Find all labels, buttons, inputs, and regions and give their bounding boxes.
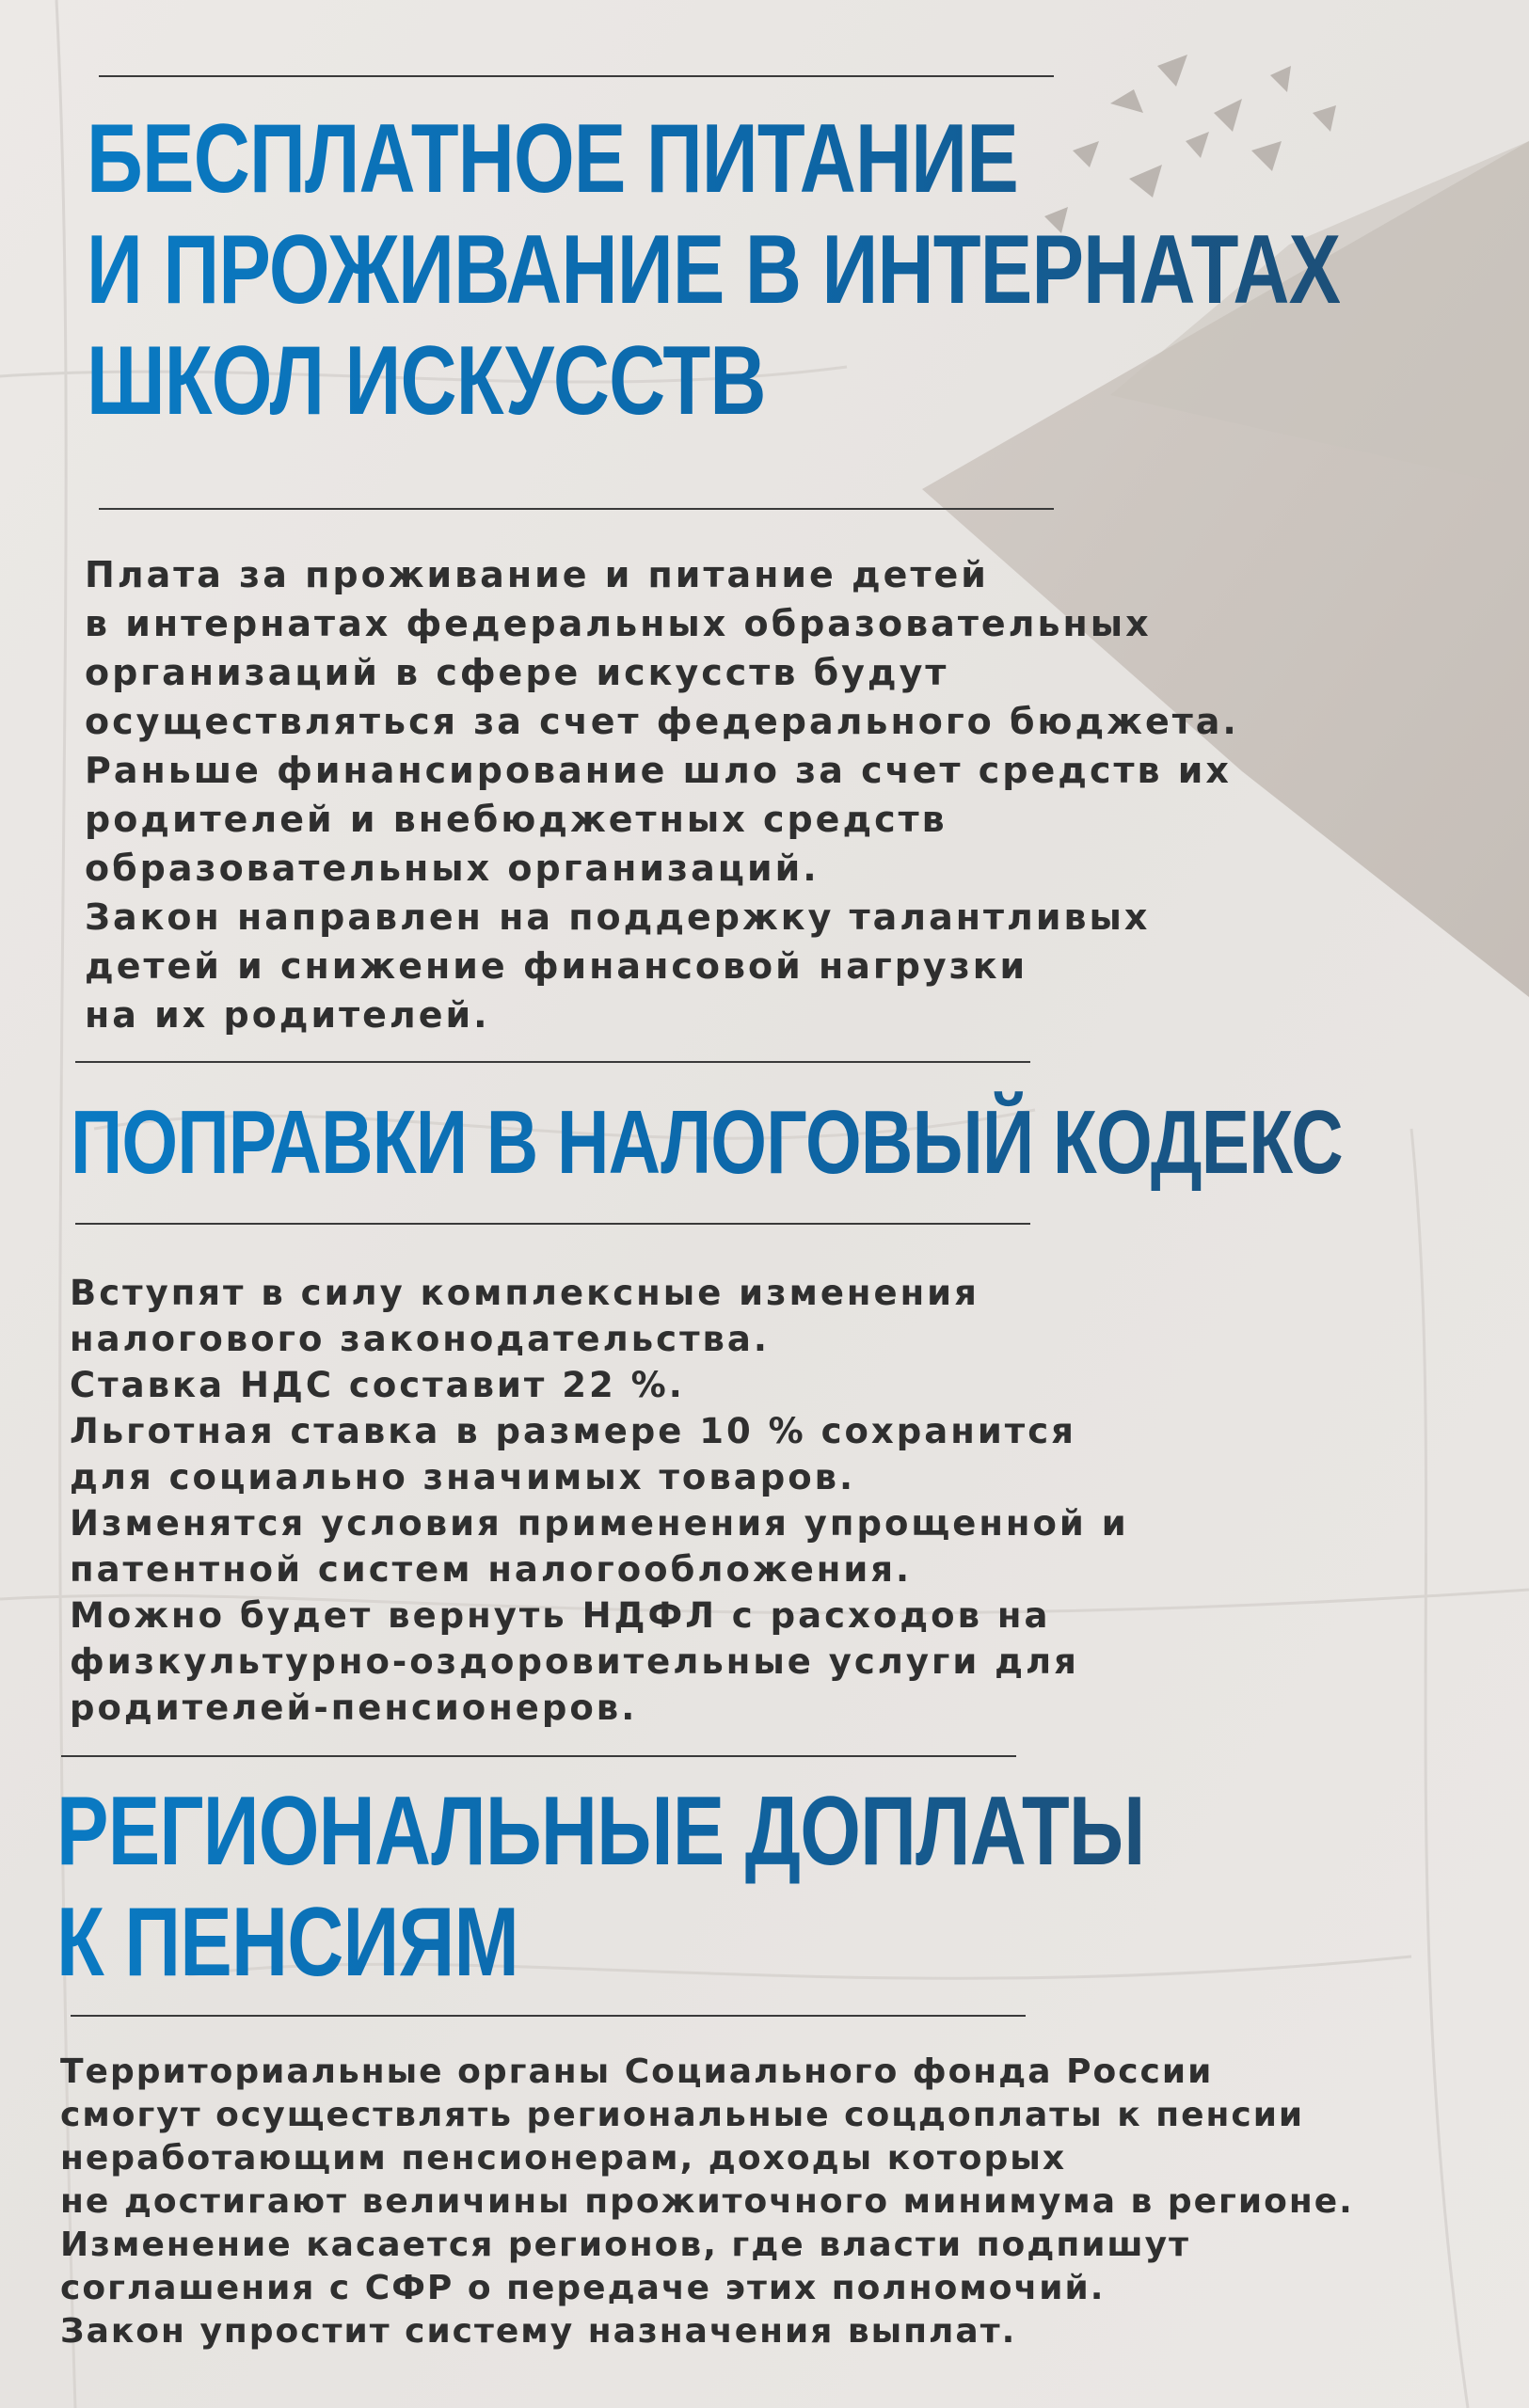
body-line: Раньше финансирование шло за счет средств их <box>85 750 1232 791</box>
body-line: смогут осуществлять региональные соцдоплаты к пенсии <box>60 2096 1305 2134</box>
body-line: физкультурно-оздоровительные услуги для <box>70 1641 1079 1682</box>
title-line: ШКОЛ ИСКУССТВ <box>87 326 766 436</box>
section-body-tax-code <box>70 1270 1129 1731</box>
body-line: образовательных организаций. <box>85 848 820 889</box>
body-line: Ставка НДС составит 22 %. <box>70 1365 685 1405</box>
title-line: К ПЕНСИЯМ <box>56 1888 519 1997</box>
divider <box>61 1755 1016 1757</box>
section-body-pensions <box>60 2051 1354 2353</box>
body-line: Плата за проживание и питание детей <box>85 554 989 595</box>
body-line: Вступят в силу комплексные изменения <box>70 1273 980 1313</box>
body-line: Территориальные органы Социального фонда России <box>60 2052 1214 2091</box>
body-line: Закон упростит систему назначения выплат. <box>60 2312 1017 2351</box>
body-line: в интернатах федеральных образовательных <box>85 603 1152 644</box>
body-line: Можно будет вернуть НДФЛ с расходов на <box>70 1595 1051 1636</box>
body-line: не достигают величины прожиточного минимума в регионе. <box>60 2182 1354 2221</box>
title-line: РЕГИОНАЛЬНЫЕ ДОПЛАТЫ <box>56 1777 1145 1886</box>
divider <box>75 1061 1030 1063</box>
body-line: родителей-пенсионеров. <box>70 1687 638 1728</box>
section-title-pensions <box>56 1776 1145 1998</box>
body-line: осуществляться за счет федерального бюджета. <box>85 701 1239 742</box>
body-line: Изменятся условия применения упрощенной и <box>70 1503 1129 1544</box>
divider <box>99 508 1054 510</box>
section-title-tax-code <box>71 1091 1343 1195</box>
body-line: организаций в сфере искусств будут <box>85 652 949 693</box>
body-line: Закон направлен на поддержку талантливых <box>85 896 1151 938</box>
body-line: на их родителей. <box>85 994 490 1036</box>
body-line: родителей и внебюджетных средств <box>85 799 948 840</box>
body-line: неработающим пенсионерам, доходы которых <box>60 2139 1067 2178</box>
body-line: детей и снижение финансовой нагрузки <box>85 945 1028 987</box>
divider <box>99 75 1054 77</box>
divider <box>75 1223 1030 1225</box>
body-line: Льготная ставка в размере 10 % сохранится <box>70 1411 1076 1451</box>
body-line: Изменение касается регионов, где власти подпишут <box>60 2226 1190 2264</box>
divider <box>71 2015 1026 2017</box>
body-line: соглашения с СФР о передаче этих полномочий. <box>60 2269 1106 2307</box>
body-line: патентной систем налогообложения. <box>70 1549 913 1590</box>
body-line: налогового законодательства. <box>70 1319 770 1359</box>
title-line: БЕСПЛАТНОЕ ПИТАНИЕ <box>87 104 1018 214</box>
title-line: И ПРОЖИВАНИЕ В ИНТЕРНАТАХ <box>87 215 1341 325</box>
body-line: для социально значимых товаров. <box>70 1457 856 1497</box>
section-title-art-schools <box>87 103 1340 436</box>
title-line: ПОПРАВКИ В НАЛОГОВЫЙ КОДЕКС <box>71 1092 1343 1193</box>
section-body-art-schools <box>85 550 1239 1039</box>
